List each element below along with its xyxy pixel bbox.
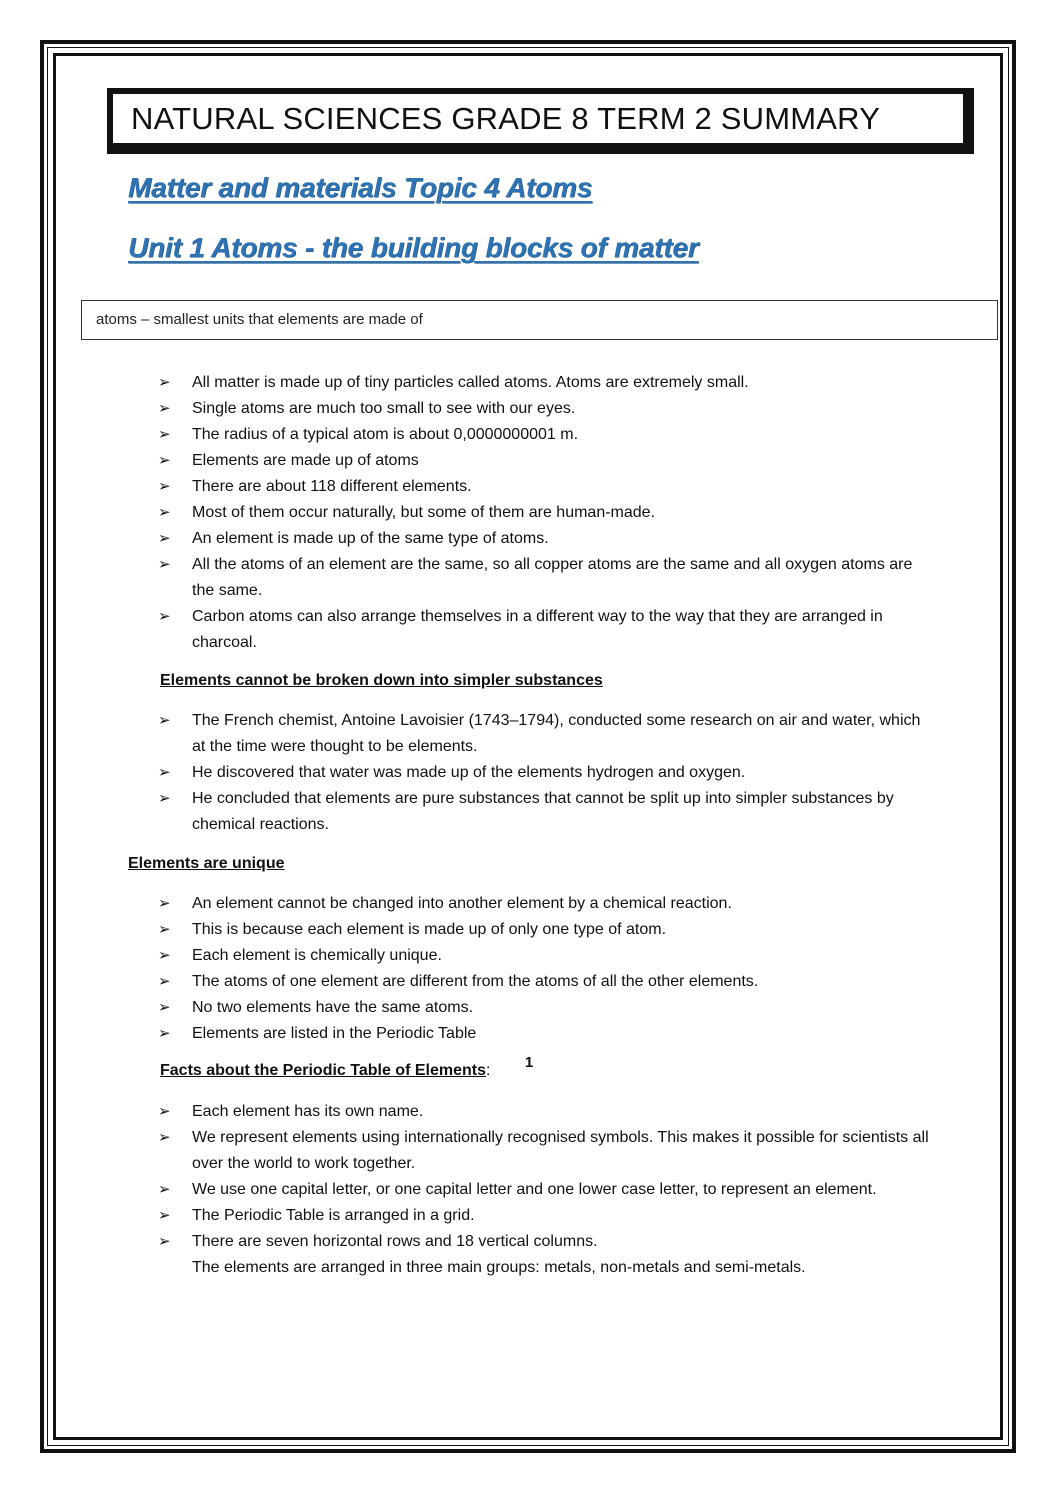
- list-item: ➢ All matter is made up of tiny particles called atoms. Atoms are extremely small.: [158, 370, 938, 396]
- intro-bullet-list: [158, 370, 938, 656]
- arrow-bullet-icon: ➢: [158, 1103, 171, 1120]
- arrow-bullet-icon: ➢: [158, 452, 171, 469]
- simpler-substances-bullet-list: [158, 708, 938, 838]
- arrow-bullet-icon: ➢: [158, 608, 171, 625]
- page-number: 1: [524, 1054, 534, 1071]
- arrow-bullet-icon: ➢: [158, 790, 171, 807]
- list-item: ➢ The atoms of one element are different from the atoms of all the other elements.: [158, 969, 938, 995]
- section-heading-elements-unique: Elements are unique: [128, 855, 285, 872]
- arrow-bullet-icon: ➢: [158, 1233, 171, 1250]
- list-item: ➢ Carbon atoms can also arrange themselves in a different way to the way that they are arranged in charcoal.: [158, 604, 938, 656]
- list-item: ➢ All the atoms of an element are the same, so all copper atoms are the same and all oxygen atoms are the same.: [158, 552, 938, 604]
- arrow-bullet-icon: ➢: [158, 895, 171, 912]
- arrow-bullet-icon: ➢: [158, 374, 171, 391]
- periodic-table-bullet-list: [158, 1099, 938, 1281]
- list-item: ➢ An element cannot be changed into another element by a chemical reaction.: [158, 891, 938, 917]
- section-heading-periodic-table: Facts about the Periodic Table of Elements:: [160, 1062, 491, 1079]
- arrow-bullet-icon: ➢: [158, 921, 171, 938]
- arrow-bullet-icon: ➢: [158, 400, 171, 417]
- list-item: ➢ Elements are listed in the Periodic Table: [158, 1021, 938, 1047]
- arrow-bullet-icon: ➢: [158, 947, 171, 964]
- list-item: ➢ No two elements have the same atoms.: [158, 995, 938, 1021]
- list-item: ➢ The radius of a typical atom is about 0,0000000001 m.: [158, 422, 938, 448]
- list-item: ➢ He discovered that water was made up of the elements hydrogen and oxygen.: [158, 760, 938, 786]
- list-item: ➢ There are about 118 different elements.: [158, 474, 938, 500]
- arrow-bullet-icon: ➢: [158, 530, 171, 547]
- list-item: ➢ There are seven horizontal rows and 18 vertical columns.: [158, 1229, 938, 1255]
- list-item: ➢ The French chemist, Antoine Lavoisier (1743–1794), conducted some research on air and water, which at the time were thought to be elements.: [158, 708, 938, 760]
- list-item: ➢ We use one capital letter, or one capital letter and one lower case letter, to represent an element.: [158, 1177, 938, 1203]
- list-item: ➢ The Periodic Table is arranged in a grid.: [158, 1203, 938, 1229]
- arrow-bullet-icon: ➢: [158, 973, 171, 990]
- arrow-bullet-icon: ➢: [158, 1129, 171, 1146]
- title-banner: [107, 88, 974, 154]
- list-item: ➢ He concluded that elements are pure substances that cannot be split up into simpler substances by chemical reactions.: [158, 786, 938, 838]
- arrow-bullet-icon: ➢: [158, 712, 171, 729]
- list-item: ➢ Single atoms are much too small to see with our eyes.: [158, 396, 938, 422]
- arrow-bullet-icon: ➢: [158, 426, 171, 443]
- arrow-bullet-icon: ➢: [158, 1025, 171, 1042]
- list-item: ➢ Elements are made up of atoms: [158, 448, 938, 474]
- arrow-bullet-icon: ➢: [158, 556, 171, 573]
- unit-heading: Unit 1 Atoms - the building blocks of matter: [128, 232, 699, 263]
- arrow-bullet-icon: ➢: [158, 764, 171, 781]
- list-item: ➢ Each element is chemically unique.: [158, 943, 938, 969]
- definition-text: atoms – smallest units that elements are made of: [96, 311, 423, 328]
- arrow-bullet-icon: ➢: [158, 1207, 171, 1224]
- arrow-bullet-icon: ➢: [158, 1181, 171, 1198]
- list-item: ➢ Each element has its own name.: [158, 1099, 938, 1125]
- topic-heading: Matter and materials Topic 4 Atoms: [128, 172, 593, 203]
- page-title: NATURAL SCIENCES GRADE 8 TERM 2 SUMMARY: [131, 100, 881, 136]
- list-item: ➢ Most of them occur naturally, but some of them are human-made.: [158, 500, 938, 526]
- list-item-continuation: The elements are arranged in three main groups: metals, non-metals and semi-metals.: [192, 1259, 806, 1276]
- arrow-bullet-icon: ➢: [158, 999, 171, 1016]
- arrow-bullet-icon: ➢: [158, 504, 171, 521]
- list-item: ➢ An element is made up of the same type of atoms.: [158, 526, 938, 552]
- list-item: ➢ We represent elements using internationally recognised symbols. This makes it possible for scientists all over the world to work together.: [158, 1125, 938, 1177]
- definition-box: [81, 300, 998, 340]
- elements-unique-bullet-list: [158, 891, 938, 1047]
- arrow-bullet-icon: ➢: [158, 478, 171, 495]
- section-heading-simpler-substances: Elements cannot be broken down into simpler substances: [160, 672, 603, 689]
- list-item: ➢ This is because each element is made up of only one type of atom.: [158, 917, 938, 943]
